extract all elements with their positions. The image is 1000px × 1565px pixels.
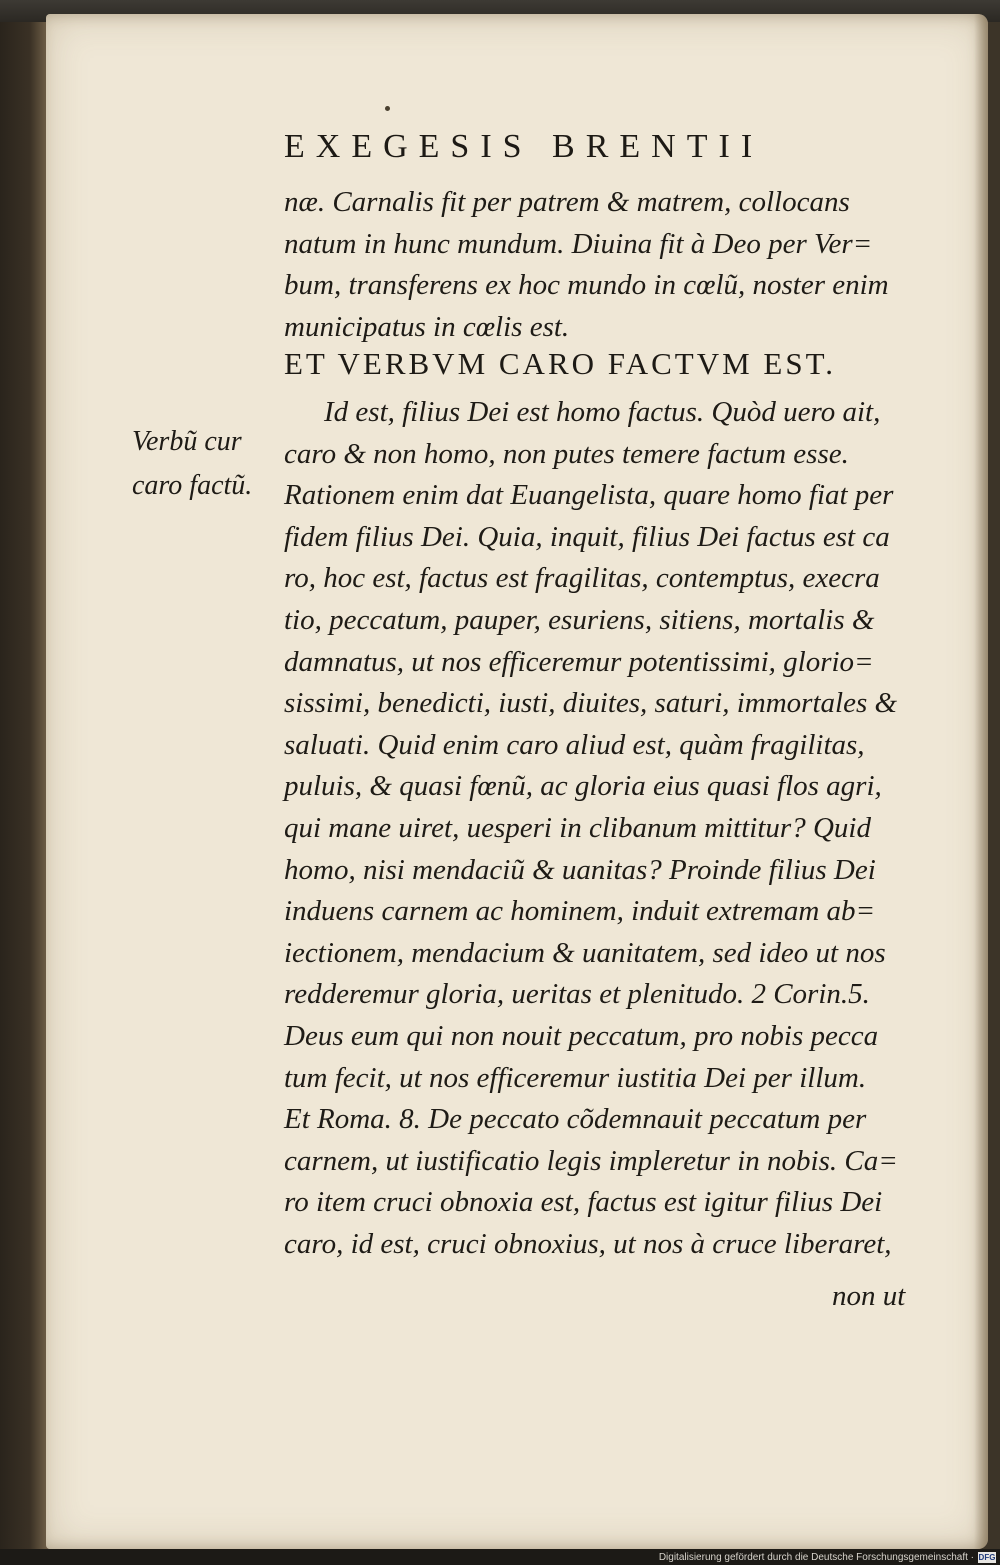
text-line: næ. Carnalis fit per patrem & matrem, collocans [284,186,850,218]
catchword: non ut [832,1280,906,1312]
text-line: qui mane uiret, uesperi in clibanum mittitur? Quid [284,811,871,844]
footer-bar [0,1549,1000,1565]
text-line: puluis, & quasi fœnũ, ac gloria eius quasi flos agri, [284,770,882,803]
text-line: bum, transferens ex hoc mundo in cœlũ, noster enim [284,269,889,302]
text-line: iectionem, mendacium & uanitatem, sed ideo ut nos [284,936,886,969]
text-line: Id est, filius Dei est homo factus. Quòd uero ait, [324,396,881,428]
text-line: municipatus in cœlis est. [284,310,570,343]
text-line: natum in hunc mundum. Diuina fit à Deo per Ver= [284,227,873,260]
marginal-note-line: caro factũ. [132,470,253,501]
text-line: damnatus, ut nos efficeremur potentissimi, glorio= [284,645,874,678]
text-line: Et Roma. 8. De peccato cõdemnauit peccatum per [284,1103,867,1136]
dfg-logo: DFG [978,1553,996,1562]
text-line: caro & non homo, non putes temere factum esse. [284,437,849,470]
marginal-note [132,420,272,508]
text-line: fidem filius Dei. Quia, inquit, filius Dei factus est ca [284,520,890,553]
text-line: induens carnem ac hominem, induit extremam ab= [284,895,876,928]
continued-paragraph [284,182,924,348]
funding-credit: Digitalisierung gefördert durch die Deutsche Forschungsgemeinschaft · [658,1552,974,1563]
text-line: Deus eum qui non nouit peccatum, pro nobis pecca [284,1019,879,1052]
text-line: sissimi, benedicti, iusti, diuites, saturi, immortales & [284,687,898,720]
text-line: homo, nisi mendaciũ & uanitas? Proinde filius Dei [284,853,876,886]
text-line: saluati. Quid enim caro aliud est, quàm fragilitas, [284,728,865,761]
text-line: ro item cruci obnoxia est, factus est igitur filius Dei [284,1186,883,1219]
text-line: carnem, ut iustificatio legis impleretur in nobis. Ca= [284,1144,898,1177]
running-head: EXEGESIS BRENTII [284,128,764,165]
text-line: tio, peccatum, pauper, esuriens, sitiens, mortalis & [284,603,875,636]
marginal-note-line: Verbũ cur [132,426,242,457]
text-line: caro, id est, cruci obnoxius, ut nos à cruce liberaret, [284,1227,892,1260]
section-heading: ET VERBVM CARO FACTVM EST. [284,346,836,381]
text-line: tum fecit, ut nos efficeremur iustitia Dei per illum. [284,1061,867,1094]
text-line: Rationem enim dat Euangelista, quare homo fiat per [284,479,894,512]
text-line: redderemur gloria, ueritas et plenitudo. 2 Corin.5. [284,978,870,1011]
body-paragraph [284,392,924,1265]
text-line: ro, hoc est, factus est fragilitas, contemptus, execra [284,562,880,595]
ink-speck [385,106,390,111]
